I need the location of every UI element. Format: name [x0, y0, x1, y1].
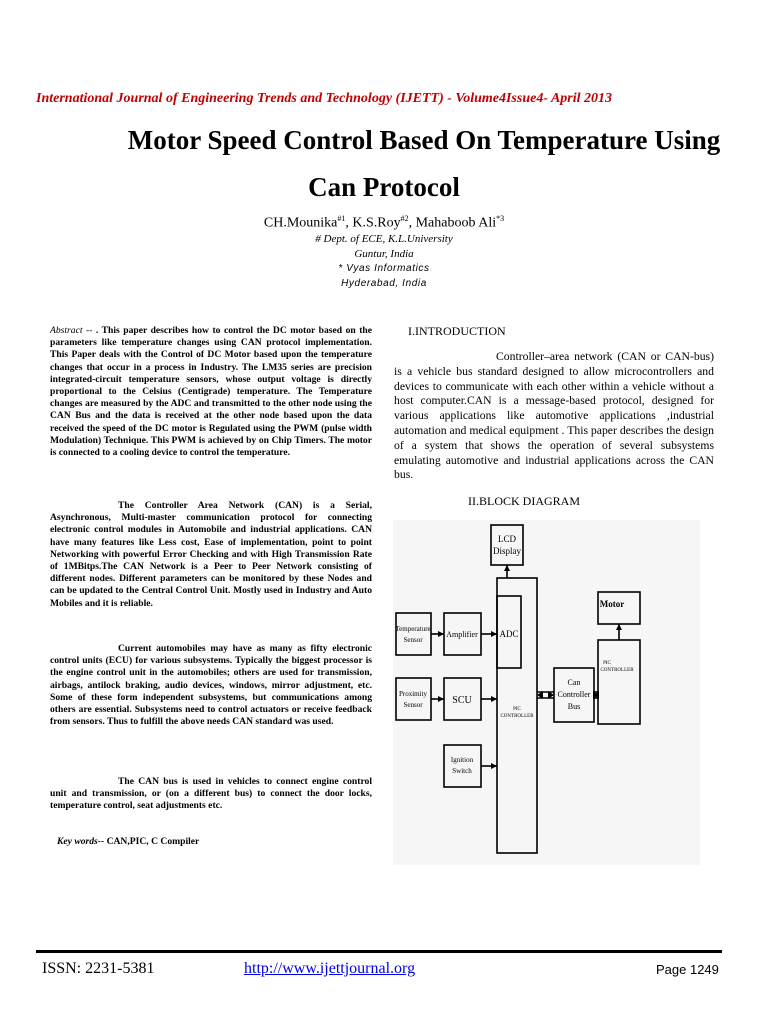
scu-label: SCU — [452, 695, 472, 706]
author-1: CH.Mounika — [263, 215, 338, 231]
page-number: Page 1249 — [656, 962, 719, 977]
paper-title-line2: Can Protocol — [308, 172, 460, 202]
abstract-block — [50, 325, 372, 459]
motor-label: Motor — [599, 599, 625, 609]
temperature-label-2: Sensor — [403, 636, 423, 644]
paper-title-line1: Motor Speed Control Based On Temperature Using — [127, 125, 721, 155]
lcd-label-1: LCD — [498, 534, 516, 544]
author-2-sup: #2 — [400, 214, 409, 223]
ignition-label-1: Ignition — [450, 756, 474, 764]
keywords-text: CAN,PIC, C Compiler — [104, 836, 200, 847]
intro-heading: I.INTRODUCTION — [408, 324, 506, 338]
footer-rule — [36, 950, 722, 953]
adc-label: ADC — [499, 629, 519, 639]
amplifier-label: Amplifier — [446, 630, 478, 639]
affiliation-company-city: Hyderabad, India — [341, 278, 427, 289]
pic-left-label-1: PIC — [513, 707, 521, 712]
automobiles-paragraph-text: Current automobiles may have as many as fifty electronic control units (ECU) for various subsystems. Typically the biggest processor is the engine control unit in the automobiles; others are used for transmission, airbags, antilock braking, audio devices, windows, mirror adjustment, etc. Some of these form independent subsystems, but communications among others are essential. Subsystems need to control actuators or receive feedback from sensors. Thus to fulfill the above needs CAN standard was used. — [50, 643, 372, 728]
intro-text: Controller–area network (CAN or CAN-bus) is a vehicle bus standard designed to allow microcontrollers and devices to communicate with each other within a vehicle without a host computer.CAN is a message-based protocol, designed for various applications like automotive applications ,industrial automation and medical equipment . This paper describes the design of a system that shows the operation of several subsystems emulating automotive and industrial applications across the CAN bus. — [394, 350, 714, 482]
can-label-2: Controller — [557, 690, 591, 699]
can-label-1: Can — [567, 678, 581, 687]
journal-url-link[interactable]: http://www.ijettjournal.org — [244, 960, 416, 977]
affiliation-city: Guntur, India — [354, 248, 414, 260]
pic-left-label-2: CONTROLLER — [500, 714, 534, 719]
keywords — [57, 836, 379, 848]
temperature-label-1: Temperature — [395, 625, 431, 633]
author-3: , Mahaboob Ali — [408, 215, 497, 231]
proximity-label-2: Sensor — [403, 701, 423, 709]
abstract-label: Abstract -- — [50, 325, 93, 336]
journal-header: International Journal of Engineering Trends and Technology (IJETT) - Volume4Issue4- April 2013 — [36, 91, 613, 106]
affiliation-company: * Vyas Informatics — [338, 263, 430, 274]
keywords-label: Key words-- — [57, 836, 105, 847]
can-paragraph — [50, 500, 372, 610]
affiliation-dept: # Dept. of ECE, K.L.University — [315, 233, 453, 245]
can-label-3: Bus — [567, 702, 581, 711]
canbus-paragraph-text: The CAN bus is used in vehicles to connect engine control unit and transmission, or (on a different bus) to connect the door locks, temperature control, seat adjustments etc. — [50, 776, 372, 812]
pic-right-label-1: PIC — [603, 661, 611, 666]
author-line — [0, 214, 768, 232]
automobiles-paragraph — [50, 643, 372, 728]
proximity-label-1: Proximity — [398, 690, 428, 698]
author-1-sup: #1 — [337, 214, 346, 223]
can-paragraph-text: The Controller Area Network (CAN) is a Serial, Asynchronous, Multi-master communication protocol for connecting electronic control modules in Automobile and industrial applications. CAN have many features like Less cost, Ease of implementation, point to point Networking with powerful Error Checking and with High Transmission Rate of 1MBitps.The CAN Network is a Peer to Peer Network consisting of different nodes. Different parameters can be monitored by these Nodes and can be updated to the Central Control Unit. Mostly used in Industry and Auto Mobiles and it is reliable. — [50, 500, 372, 609]
issn: ISSN: 2231-5381 — [42, 960, 155, 977]
author-2: , K.S.Roy — [345, 215, 401, 231]
intro-block — [394, 350, 714, 483]
canbus-paragraph — [50, 776, 372, 813]
ignition-label-2: Switch — [452, 767, 472, 775]
pic-right-label-2: CONTROLLER — [600, 668, 634, 673]
block-diagram — [393, 520, 700, 865]
block-diagram-heading: II.BLOCK DIAGRAM — [468, 494, 580, 508]
lcd-label-2: Display — [493, 546, 521, 556]
abstract-text: . This paper describes how to control the DC motor based on the parameters like temperature changes using CAN protocol implementation. This Paper deals with the Control of DC Motor based upon the temperature changes that occur in a process in Industry. The LM35 series are precision integrated-circuit temperature sensors, whose output voltage is directly proportional to the Celsius (Centigrade) temperature. The Temperature changes are measured by the ADC and transmitted to the other node using the CAN Bus and the data is received at the other node based upon the data received the speed of the DC motor is Regulated using the PWM (pulse width Modulation) Technique. This PWM is achieved by on Chip Timers. The motor is connected to a cooling device to control the temperature. — [50, 325, 372, 459]
author-3-sup: *3 — [496, 214, 505, 223]
